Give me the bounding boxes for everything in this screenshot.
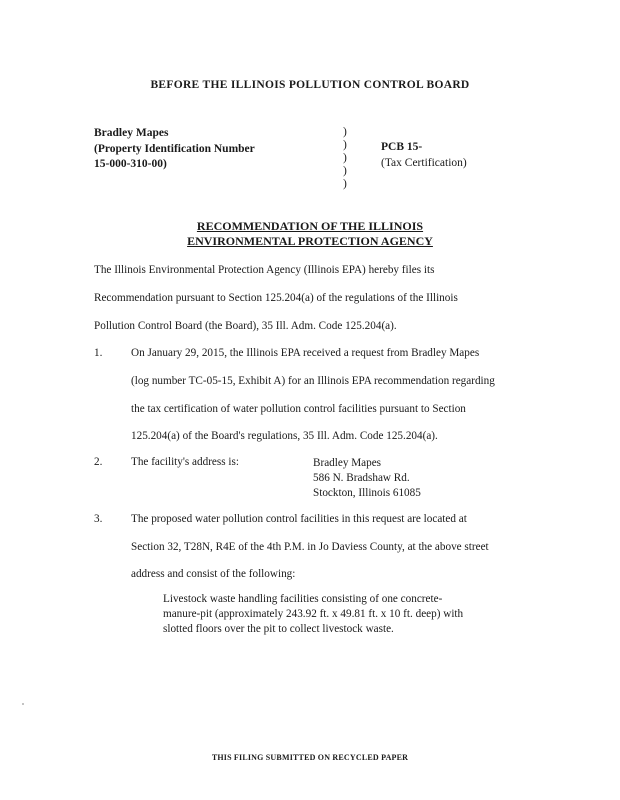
paragraph-line: The proposed water pollution control facilities in this request are located at [131, 513, 467, 525]
caption-parentheses [343, 126, 347, 191]
paragraph-line: the tax certification of water pollution control facilities pursuant to Section [131, 403, 466, 415]
paragraph-line: address and consist of the following: [131, 568, 296, 580]
intro-line: Pollution Control Board (the Board), 35 Ill. Adm. Code 125.204(a). [94, 320, 397, 332]
caption-petitioner [94, 126, 255, 173]
facility-description [163, 592, 463, 637]
intro-line: Recommendation pursuant to Section 125.204(a) of the regulations of the Illinois [94, 292, 458, 304]
description-line: manure-pit (approximately 243.92 ft. x 49.81 ft. x 10 ft. deep) with [163, 608, 464, 620]
caption-paren: ) [343, 152, 347, 164]
caption-paren: ) [343, 178, 347, 190]
paragraph-line: The facility's address is: [131, 456, 239, 468]
caption-paren: ) [343, 165, 347, 177]
caption-paren: ) [343, 139, 347, 151]
recommendation-title-line: ENVIRONMENTAL PROTECTION AGENCY [187, 234, 433, 248]
paragraph-line: On January 29, 2015, the Illinois EPA received a request from Bradley Mapes [131, 347, 480, 359]
address-line: 586 N. Bradshaw Rd. [313, 472, 410, 484]
paragraph-line: (log number TC-05-15, Exhibit A) for an Illinois EPA recommendation regarding [131, 375, 495, 387]
paragraph-number: 3. [94, 513, 103, 525]
scan-speck [22, 703, 24, 705]
paragraph-number: 2. [94, 456, 103, 468]
case-number: PCB 15- [381, 141, 423, 153]
property-id-label: (Property Identification Number [94, 142, 255, 155]
description-line: Livestock waste handling facilities consisting of one concrete- [163, 593, 443, 605]
paragraph-line: 125.204(a) of the Board's regulations, 35 Ill. Adm. Code 125.204(a). [131, 430, 438, 442]
description-line: slotted floors over the pit to collect livestock waste. [163, 623, 394, 635]
caption-case [381, 140, 467, 171]
caption-paren: ) [343, 126, 347, 138]
recycled-paper-footer: THIS FILING SUBMITTED ON RECYCLED PAPER [211, 753, 409, 762]
address-line: Bradley Mapes [313, 457, 382, 469]
recommendation-title-line: RECOMMENDATION OF THE ILLINOIS [196, 219, 424, 233]
recommendation-title [0, 219, 620, 249]
board-header: BEFORE THE ILLINOIS POLLUTION CONTROL BOARD [150, 79, 470, 91]
property-id-number: 15-000-310-00) [94, 158, 167, 170]
intro-line: The Illinois Environmental Protection Agency (Illinois EPA) hereby files its [94, 264, 435, 276]
case-type: (Tax Certification) [381, 156, 467, 169]
paragraph-line: Section 32, T28N, R4E of the 4th P.M. in Jo Daviess County, at the above street [131, 541, 489, 553]
address-line: Stockton, Illinois 61085 [313, 487, 421, 499]
petitioner-name: Bradley Mapes [94, 127, 169, 139]
facility-address [313, 456, 421, 501]
paragraph-number: 1. [94, 347, 103, 359]
